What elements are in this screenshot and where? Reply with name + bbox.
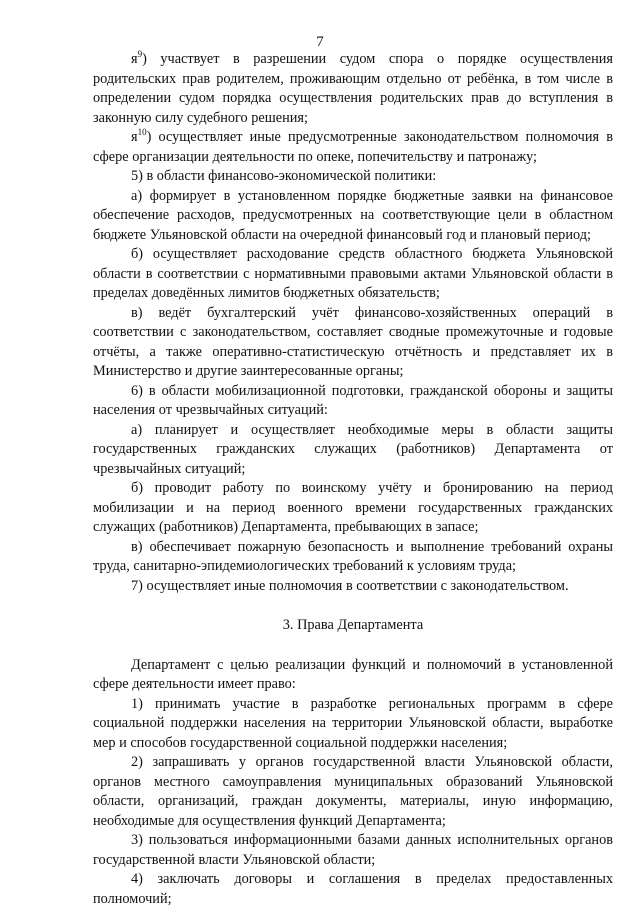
paragraph-6v: в) обеспечивает пожарную безопасность и выполнение требований охраны труда, санитарно-эпидемиологических требований к условиям труда; [93, 538, 613, 574]
superscript-10: 10 [137, 127, 147, 137]
rights-item-4: 4) заключать договоры и соглашения в пределах предоставленных полномочий; [93, 871, 613, 907]
paragraph-ya10 [93, 128, 613, 167]
rights-item-2: 2) запрашивать у органов государственной власти Ульяновской области, органов местного самоуправления муниципальных образований Ульяновской области, организаций, граждан документы, материалы, иную информацию, необходимые для осуществления функций Департамента; [93, 754, 613, 829]
paragraph-5b: б) осуществляет расходование средств областного бюджета Ульяновской области в соответствии с нормативными правовыми актами Ульяновской области в пределах доведённых лимитов бюджетных обязательств; [93, 246, 613, 301]
paragraph-6: 6) в области мобилизационной подготовки, гражданской обороны и защиты населения от чрезвычайных ситуаций: [93, 382, 613, 418]
paragraph-6a: а) планирует и осуществляет необходимые меры в области защиты государственных гражданских служащих (работников) Департамента от чрезвычайных ситуаций; [93, 421, 613, 477]
paragraph-ya9 [93, 50, 613, 128]
superscript-9: 9 [137, 49, 143, 59]
rights-item-1: 1) принимать участие в разработке региональных программ в сфере социальной поддержки населения на территории Ульяновской области, выработке мер и способов государственной социальной поддержки населения; [93, 695, 613, 751]
section-intro-paragraph: Департамент с целью реализации функций и полномочий в установленной сфере деятельности имеет право: [93, 656, 613, 692]
section-heading: 3. Права Департамента [282, 617, 424, 633]
paragraph-5a: а) формирует в установленном порядке бюджетные заявки на финансовое обеспечение расходов, предусмотренных на соответствующие цели в областном бюджете Ульяновской области на очередной финансовый год и плановый период; [93, 187, 613, 243]
paragraph-prefix: я [131, 129, 138, 145]
rights-item-3: 3) пользоваться информационными базами данных исполнительных органов государственной власти Ульяновской области; [93, 832, 613, 868]
paragraph-5v: в) ведёт бухгалтерский учёт финансово-хозяйственных операций в соответствии с законодательством, составляет сводные промежуточные и годовые отчёты, а также оперативно-статистическую отчётность и представляет их в Министерство и другие заинтересованные органы; [93, 304, 613, 379]
paragraph-text: ) участвует в разрешении судом спора о порядке осуществления родительских прав родителем, проживающим отдельно от ребёнка, в том числе в определении судом порядка осуществления родительских прав до вступления в законную силу судебного решения; [93, 51, 613, 126]
page-number: 7 [316, 34, 324, 50]
paragraph-7: 7) осуществляет иные полномочия в соответствии с законодательством. [131, 577, 569, 594]
paragraph-6b: б) проводит работу по воинскому учёту и бронированию на период мобилизации и на период военного времени государственных гражданских служащих (работников) Департамента, пребывающих в запасе; [93, 480, 613, 535]
document-body [93, 50, 613, 909]
paragraph-text: ) осуществляет иные предусмотренные законодательством полномочия в сфере организации деятельности по опеке, попечительству и патронажу; [93, 129, 613, 165]
paragraph-prefix: я [131, 51, 138, 67]
paragraph-5: 5) в области финансово-экономической политики: [131, 168, 437, 184]
